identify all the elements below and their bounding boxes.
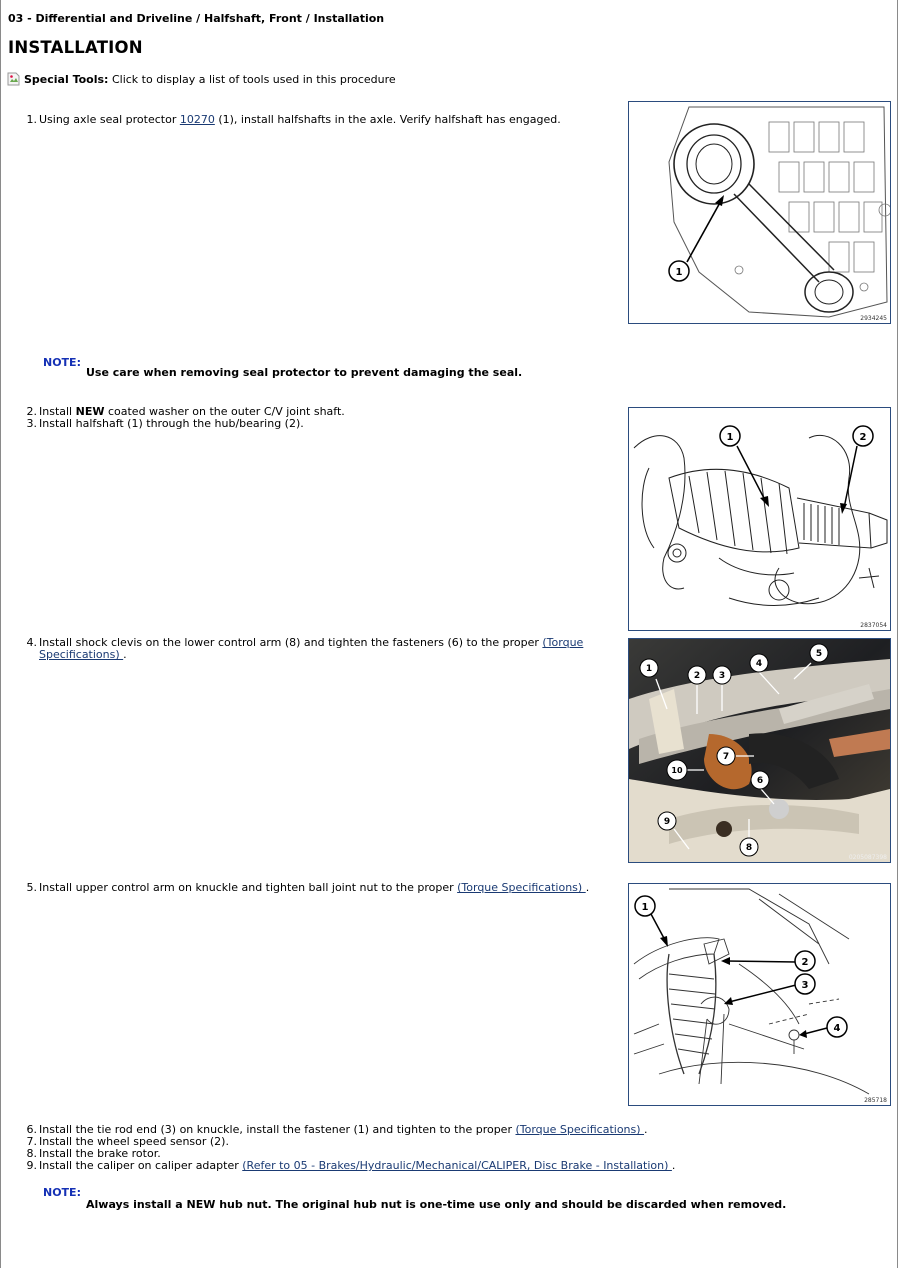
callout-7: 7 <box>722 752 730 762</box>
caliper-install-link[interactable]: (Refer to 05 - Brakes/Hydraulic/Mechanical/CALIPER, Disc Brake - Installation) <box>242 1159 672 1172</box>
page-left-border <box>0 0 1 1268</box>
torque-spec-link-step6[interactable]: (Torque Specifications) <box>515 1123 645 1136</box>
callout-1: 1 <box>641 902 649 913</box>
torque-spec-link-step4-cont[interactable]: Specifications) <box>39 648 124 661</box>
note-text-1: Use care when removing seal protector to prevent damaging the seal. <box>86 366 523 379</box>
figure-id: 2837054 <box>860 622 887 629</box>
callout-1: 1 <box>726 432 734 443</box>
figure-axle-seal-protector[interactable] <box>628 101 891 324</box>
callout-2: 2 <box>859 432 867 443</box>
callout-5: 5 <box>815 649 823 659</box>
callout-1: 1 <box>675 267 683 278</box>
figure-id: 0205087398 <box>848 854 887 861</box>
figure-shock-clevis-photo[interactable] <box>628 638 891 863</box>
torque-spec-link-step5[interactable]: (Torque Specifications) <box>457 881 586 894</box>
callout-2: 2 <box>801 957 809 968</box>
callout-1: 1 <box>645 664 653 674</box>
special-tools-row[interactable] <box>7 72 396 86</box>
special-tools-link[interactable]: Click to display a list of tools used in this procedure <box>111 72 396 86</box>
figure-halfshaft-hub[interactable] <box>628 407 891 631</box>
callout-10: 10 <box>671 766 683 775</box>
figure-upper-control-arm[interactable] <box>628 883 891 1106</box>
page-right-border <box>897 0 898 1268</box>
broken-image-icon <box>7 72 20 86</box>
callout-3: 3 <box>718 671 726 681</box>
page-title: INSTALLATION <box>8 38 143 57</box>
callout-4: 4 <box>833 1023 841 1034</box>
callout-9: 9 <box>663 817 671 827</box>
callout-3: 3 <box>801 980 809 991</box>
figure-id: 285718 <box>864 1097 887 1104</box>
figure-id: 2934245 <box>860 315 887 322</box>
callout-6: 6 <box>756 776 764 786</box>
callout-4: 4 <box>755 659 763 669</box>
tool-10270-link[interactable]: 10270 <box>179 113 215 126</box>
special-tools-label: Special Tools: <box>24 72 109 86</box>
note-text-2: Always install a NEW hub nut. The original hub nut is one-time use only and should be discarded when removed. <box>86 1198 787 1211</box>
callout-2: 2 <box>693 671 701 681</box>
breadcrumb: 03 - Differential and Driveline / Halfshaft, Front / Installation <box>8 12 385 25</box>
callout-8: 8 <box>745 843 753 853</box>
note-label-2: NOTE: <box>43 1186 81 1199</box>
torque-spec-link-step4[interactable]: (Torque <box>542 636 584 649</box>
note-label-1: NOTE: <box>43 356 81 369</box>
